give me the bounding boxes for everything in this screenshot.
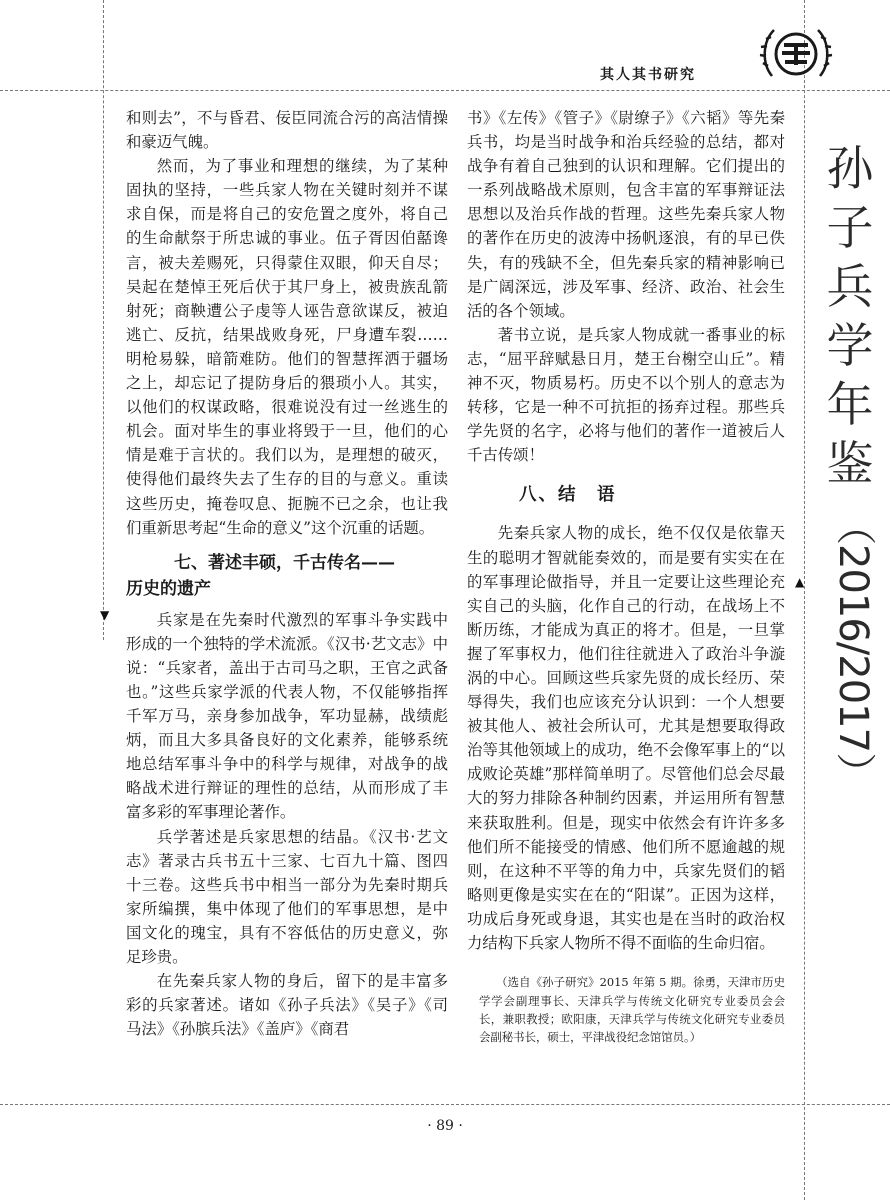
title-char: 年 [826,378,874,433]
bottom-dashed-rule [0,1104,890,1105]
title-char: 学 [826,319,874,374]
title-char: 孙 [826,142,874,197]
left-dashed-rule [103,0,104,640]
section-heading-eight: 八、结 语 [519,485,617,506]
section-heading-seven [126,550,448,602]
right-text-column [467,106,785,1047]
top-dashed-rule [0,90,890,91]
right-dashed-rule [804,0,805,1200]
paragraph: 在先秦兵家人物的身后，留下的是丰富多彩的兵家著述。诸如《孙子兵法》《吴子》《司马法》《孙膑兵法》《盖庐》《商君 [126,972,448,1039]
paragraph: 先秦兵家人物的成长，绝不仅仅是依靠天生的聪明才智就能奏效的，而是要有实实在在的军事理论做指导，并且一定要让这些理论充实自己的头脑，化作自己的行动，在战场上不断历练，才能成为真正的将才。但是，一旦掌握了军事权力，他们往往就进入了政治斗争漩涡的中心。回顾这些兵家先贤的成长经历、荣辱得失，我们也应该充分认识到：一个人想要被其他人、被社会所认可，尤其是想要取得政治等其他领域上的成功，绝不会像军事上的“以成败论英雄”那样简单明了。尽管他们总会尽最大的努力排除各种制约因素，并运用所有智慧来获取胜利。但是，现实中依然会有许许多多他们所不能接受的情感、他们所不愿逾越的规则，在这种不平等的角力中，兵家先贤们的韬略则更像是实实在在的“阳谋”。正因为这样，功成后身死或身退，其实也是在当时的政治权力结构下兵家人物所不得不面临的生命归宿。 [467,524,785,952]
title-char: 子 [826,201,874,256]
paragraph: 然而，为了事业和理想的继续，为了某种固执的坚持，一些兵家人物在关键时刻并不谋求自保，而是将自己的安危置之度外，将自己的生命献祭于所忠诚的事业。伍子胥因伯嚭谗言，被夫差赐死，只得蒙住双眼，仰天自尽；吴起在楚悼王死后伏于其尸身上，被贵族乱箭射死；商鞅遭公子虔等人诬告意欲谋反，被迫逃亡、反抗，结果战败身死，尸身遭车裂……明枪易躲，暗箭难防。他们的智慧挥洒于疆场之上，却忘记了提防身后的猥琐小人。其实，以他们的权谋政略，很难说没有过一丝逃生的机会。面对毕生的事业将毁于一旦，他们的心情是难于言状的。我们以为，是理想的破灭，使得他们最终失去了生存的目的与意义。重读这些历史，掩卷叹息、扼腕不已之余，也让我们重新思考起“生命的意义”这个沉重的话题。 [126,157,448,537]
yearbook-title [818,140,882,494]
up-triangle-icon: ▲ [795,575,805,589]
heading-line: 历史的遗产 [126,578,211,599]
yearbook-year: （2016/2017） [830,505,876,792]
journal-emblem-icon [758,16,834,92]
page-number: · 89 · [427,1118,463,1134]
title-char: 兵 [826,260,874,315]
down-triangle-icon: ▼ [100,608,110,622]
running-header: 其人其书研究 [600,67,696,83]
paragraph: 和则去”，不与昏君、佞臣同流合污的高洁情操和豪迈气魄。 [126,109,448,152]
heading-line: 七、著述丰硕，千古传名—— [174,552,395,573]
title-char: 鉴 [826,437,874,492]
paragraph: 兵家是在先秦时代激烈的军事斗争实践中形成的一个独特的学术流派。《汉书·艺文志》中说：“兵家者，盖出于古司马之职，王官之武备也。”这些兵家学派的代表人物，不仅能够指挥千军万马，亲身参加战争，军功显赫，战绩彪炳，而且大多具备良好的文化素养，能够系统地总结军事斗争中的科学与规律，对战争的战略战术进行辩证的理性的总结，从而形成了丰富多彩的军事理论著作。 [126,610,448,822]
paragraph: 兵学著述是兵家思想的结晶。《汉书·艺文志》著录古兵书五十三家、七百九十篇、图四十三卷。这些兵书中相当一部分为先秦时期兵家所编撰，集中体现了他们的军事思想，是中国文化的瑰宝，具有不容低估的历史意义，弥足珍贵。 [126,827,448,966]
paragraph: 著书立说，是兵家人物成就一番事业的标志，“屈平辞赋悬日月，楚王台榭空山丘”。精神不灭，物质易朽。历史不以个别人的意志为转移，它是一种不可抗拒的扬弃过程。那些兵学先贤的名字，必将与他们的著作一道被后人千古传颂！ [467,325,785,465]
paragraph: 书》《左传》《管子》《尉缭子》《六韬》等先秦兵书，均是当时战争和治兵经验的总结，都对战争有着自己独到的认识和理解。它们提出的一系列战略战术原则，包含丰富的军事辩证法思想以及治兵作战的哲理。这些先秦兵家人物的著作在历史的波涛中扬帆逐浪，有的早已佚失，有的残缺不全，但先秦兵家的精神影响已是广阔深远，涉及军事、经济、政治、社会生活的各个领域。 [467,109,785,320]
source-note: （选自《孙子研究》2015 年第 5 期。徐勇，天津市历史学学会副理事长、天津兵学与传统文化研究专业委员会会长，兼职教授；欧阳康，天津兵学与传统文化研究专业委员会副秘书长，硕士，平津战役纪念馆馆员。） [479,975,785,1045]
left-text-column [126,106,448,1041]
